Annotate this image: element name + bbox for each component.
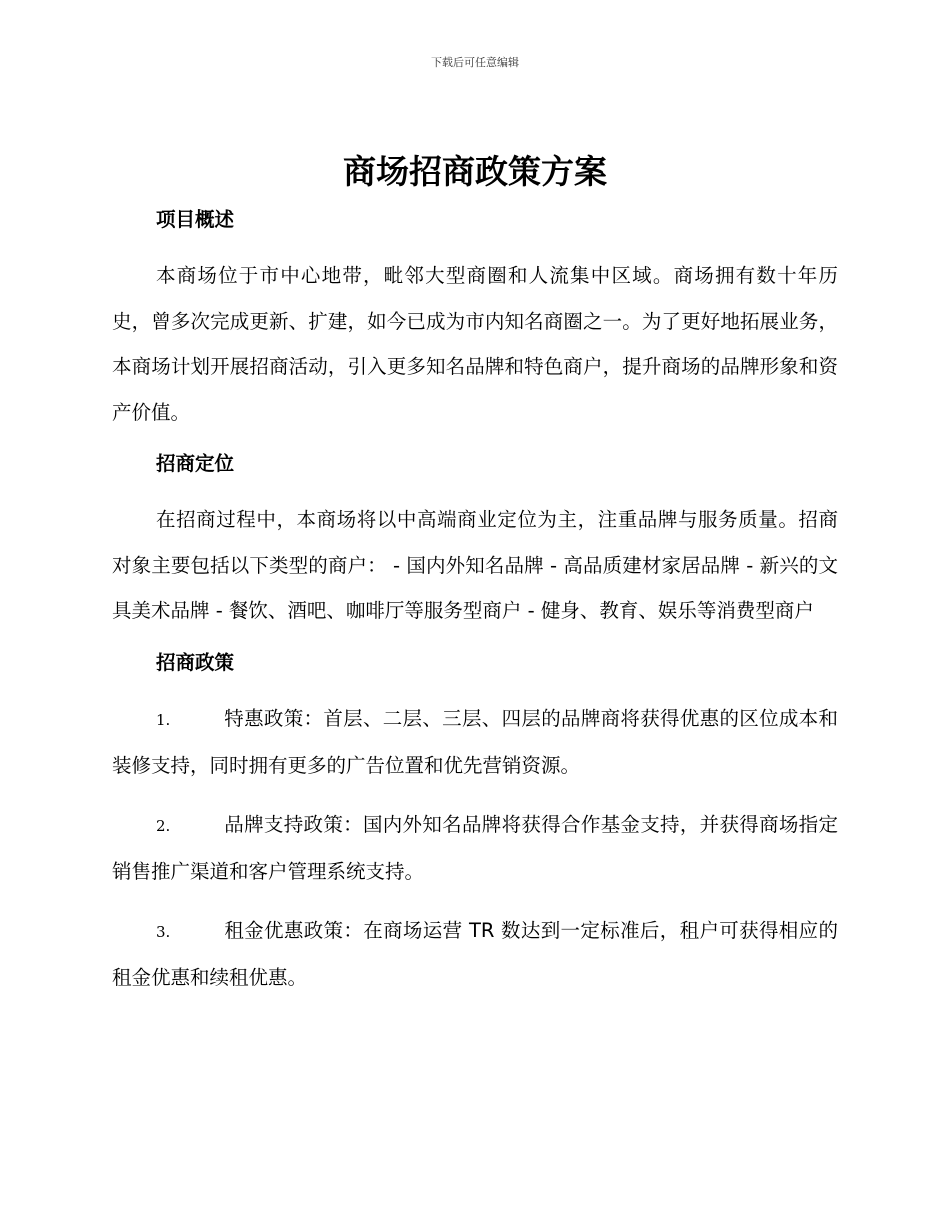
section-heading: 招商政策: [156, 650, 235, 674]
list-item: [112, 696, 838, 789]
list-item-text: 租金优惠政策：在商场运营 TR 数达到一定标准后，租户可获得相应的租金优惠和续租优惠。: [112, 918, 838, 989]
list-item-number: 1.: [156, 710, 171, 729]
section-heading: 招商定位: [156, 452, 235, 475]
policy-list: [112, 696, 838, 1001]
page-header-note: 下载后可任意编辑: [431, 56, 519, 69]
section-paragraph: 在招商过程中，本商场将以中高端商业定位为主，注重品牌与服务质量。招商对象主要包括以下类型的商户： - 国内外知名品牌 - 高品质建材家居品牌 - 新兴的文具美术品牌 - 餐饮、酒吧、咖啡厅等服务型商户 - 健身、教育、娱乐等消费型商户: [112, 508, 838, 622]
list-item-text: 品牌支持政策：国内外知名品牌将获得合作基金支持，并获得商场指定销售推广渠道和客户管理系统支持。: [112, 812, 838, 883]
list-item: [112, 802, 838, 895]
section-policies: [112, 643, 838, 1001]
document-body: [112, 200, 838, 1014]
list-item-text: 特惠政策：首层、二层、三层、四层的品牌商将获得优惠的区位成本和装修支持，同时拥有更多的广告位置和优先营销资源。: [112, 706, 838, 777]
document-title: 商场招商政策方案: [343, 152, 607, 191]
section-heading: 项目概述: [156, 208, 235, 231]
section-positioning: [112, 444, 838, 634]
list-item: [112, 908, 838, 1001]
list-item-number: 2.: [156, 816, 171, 835]
section-project-overview: [112, 200, 838, 435]
section-paragraph: 本商场位于市中心地带，毗邻大型商圈和人流集中区域。商场拥有数十年历史，曾多次完成更新、扩建，如今已成为市内知名商圈之一。为了更好地拓展业务，本商场计划开展招商活动，引入更多知名品牌和特色商户，提升商场的品牌形象和资产价值。: [112, 264, 838, 424]
list-item-number: 3.: [156, 922, 171, 941]
